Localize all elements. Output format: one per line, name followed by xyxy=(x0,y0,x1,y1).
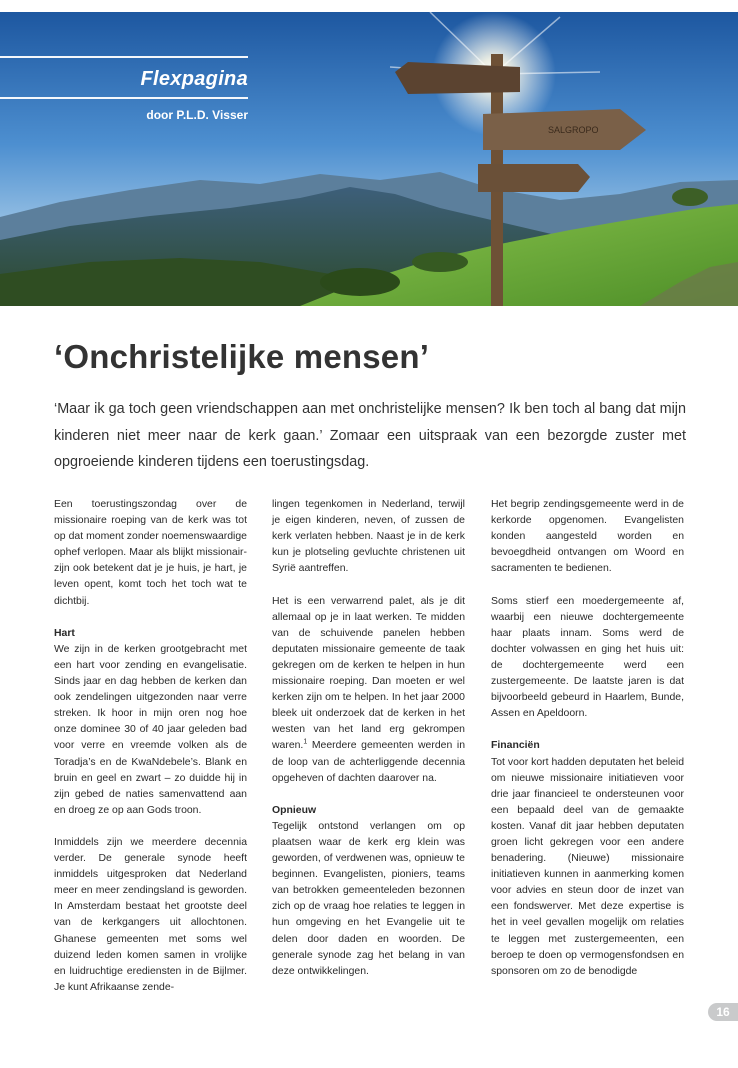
col1-paragraph-3: Inmiddels zijn we meerdere decennia verder. De generale synode heeft inmiddels uitgesproken dat Nederland meer en meer zendingsland is geworden. In Amsterdam bestaat het grootste deel van de kerkgangers uit allochtonen. Ghanese gemeenten met soms wel duizend leden komen samen in vrolijke en luidruchtige erediensten in de Bijlmer. Je kunt Afrikaanse zende- xyxy=(54,836,247,993)
heading-opnieuw: Opnieuw xyxy=(272,804,317,816)
col3-paragraph-2: Soms stierf een moedergemeente af, waarbij een nieuwe dochtergemeente haar plaats innam. Soms werd de dochter volwassen en ging het huis uit: de dochtergemeente werd een zustergemeente. De laatste jaren is dat bijvoorbeeld gebeurd in Haarlem, Bunde, Assen en Apeldoorn. xyxy=(491,595,684,720)
hero-photo xyxy=(0,12,738,306)
kicker-block xyxy=(0,56,248,99)
column-3 xyxy=(491,497,684,980)
heading-hart: Hart xyxy=(54,627,75,639)
col2-paragraph-2 xyxy=(272,594,465,787)
section-kicker: Flexpagina xyxy=(140,68,248,90)
article-title: ‘Onchristelijke mensen’ xyxy=(54,338,430,375)
col2-paragraph-2a: Het is een verwarrend palet, als je dit allemaal op je in laat werken. Te midden van de schuivende panelen hebben deputaten missionaire gemeente de taak gekregen om de kerken te helpen in hun missionaire roeping. Dan moeten er wel kerken zijn om te helpen. In het jaar 2000 bleek uit onderzoek dat de kerken in het westen van het land erg gekrompen waren. xyxy=(272,595,465,752)
col3-paragraph-1: Het begrip zendingsgemeente werd in de kerkorde opgenomen. Evangelisten konden aangesteld worden en bevoegdheid ontvangen om Woord en sacramenten te bedienen. xyxy=(491,499,684,575)
col2-paragraph-3: Tegelijk ontstond verlangen om op plaatsen waar de kerk erg klein was geworden, of verdwenen was, opnieuw te beginnen. Evangelisten, pioniers, teams van betrokken gemeenteleden bezonnen zich op de vraag hoe relaties te leggen in hun omgeving en het Evangelie uit te delen door daden en woorden. De generale synode zag het belang in van deze ontwikkelingen. xyxy=(272,820,465,977)
heading-financien: Financiën xyxy=(491,740,540,752)
page-number-badge: 16 xyxy=(708,1003,738,1021)
col2-paragraph-1: lingen tegenkomen in Nederland, terwijl je eigen kinderen, neven, of zussen de kerk verlaten hebben. Naast je in de kerk kun je plotseling gevluchte christenen uit Syrië aantreffen. xyxy=(272,499,465,575)
column-1 xyxy=(54,497,247,996)
kicker-rule-top xyxy=(0,56,248,58)
article-intro: ‘Maar ik ga toch geen vriendschappen aan met onchristelijke mensen? Ik ben toch al bang dat mijn kinderen niet meer naar de kerk gaan.’ Zomaar een uitspraak van een bezorgde zuster met opgroeiende kinderen tijdens een toerustingsdag. xyxy=(54,401,686,470)
author-byline: door P.L.D. Visser xyxy=(146,108,248,122)
column-2 xyxy=(272,497,465,980)
col1-paragraph-1: Een toerustingszondag over de missionaire roeping van de kerk was tot op dat moment zonder noemenswaardige ophef verlopen. Maar als blijkt missionair-zijn ook betekent dat je je huis, je hart, je leven opent, komt toch het toch wat te dichtbij. xyxy=(54,499,247,607)
footnote-marker: 1 xyxy=(303,738,308,746)
col3-paragraph-3: Tot voor kort hadden deputaten het beleid om nieuwe missionaire initiatieven voor drie jaar financieel te ondersteunen voor een bepaald deel van de gemaakte kosten. Vanaf dit jaar hebben deputaten groen licht gekregen voor een andere benadering. (Nieuwe) missionaire initiatieven kunnen in aanmerking komen voor advies en steun door de inzet van een fondswerver. Met deze expertise is het in veel gevallen mogelijk om relaties te leggen met zustergemeenten, een beroep te doen op vermogensfondsen en sponsoren om zo de benodigde xyxy=(491,756,684,977)
kicker-rule-bottom xyxy=(0,97,248,99)
sign-label: SALGROPO xyxy=(548,125,599,135)
col1-paragraph-2: We zijn in de kerken grootgebracht met een hart voor zending en evangelisatie. Sinds jaar en dag hebben de kerken dan ook zendelingen uitgezonden naar verre streken. Ik hoor in mijn oren nog hoe onze dominee 30 of 40 jaar geleden bad voor verre en vreemde volken als de Toradja’s en de KwaNdebele’s. Blank en bruin en geel en zwart – zo duidde hij in zijn gebed de naties samenvattend aan en droeg ze op aan Gods troon. xyxy=(54,643,247,816)
col2-paragraph-2b: Meerdere gemeenten werden in de loop van de achterliggende decennia opgeheven of dachten daarover na. xyxy=(272,740,465,784)
